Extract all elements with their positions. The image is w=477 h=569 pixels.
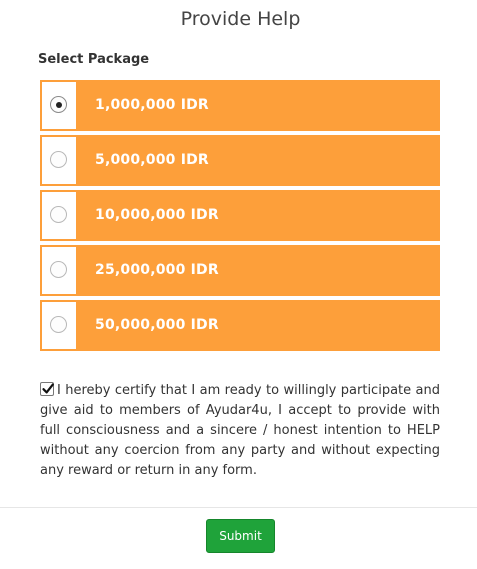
package-radio-50000000[interactable] <box>50 316 67 333</box>
select-package-label: Select Package <box>38 52 150 67</box>
package-option-25000000[interactable] <box>40 245 440 296</box>
radio-selected-dot <box>56 102 62 108</box>
package-option-10000000[interactable] <box>40 190 440 241</box>
package-radio-1000000[interactable] <box>50 96 67 113</box>
agreement-checkbox[interactable] <box>40 382 54 396</box>
package-options <box>40 80 440 355</box>
agreement-statement <box>40 381 440 481</box>
footer-divider <box>0 507 477 508</box>
package-radio-10000000[interactable] <box>50 206 67 223</box>
agreement-text: I hereby certify that I am ready to willingly participate and give aid to members of Ayudar4u, I accept to provide with full consciousness and a sincere / honest intention to HELP without any coercion from any party and without expecting any reward or return in any form. <box>40 383 440 478</box>
package-label: 50,000,000 IDR <box>95 317 219 333</box>
radio-container <box>42 247 76 294</box>
package-label: 10,000,000 IDR <box>95 207 219 223</box>
package-label: 25,000,000 IDR <box>95 262 219 278</box>
radio-container <box>42 192 76 239</box>
checkmark-icon <box>41 382 55 396</box>
package-radio-5000000[interactable] <box>50 151 67 168</box>
package-option-1000000[interactable] <box>40 80 440 131</box>
radio-container <box>42 82 76 129</box>
package-label: 1,000,000 IDR <box>95 97 209 113</box>
package-option-5000000[interactable] <box>40 135 440 186</box>
radio-container <box>42 137 76 184</box>
package-label: 5,000,000 IDR <box>95 152 209 168</box>
submit-button[interactable]: Submit <box>206 519 275 553</box>
package-option-50000000[interactable] <box>40 300 440 351</box>
package-radio-25000000[interactable] <box>50 261 67 278</box>
modal-title: Provide Help <box>180 8 301 30</box>
radio-container <box>42 302 76 349</box>
